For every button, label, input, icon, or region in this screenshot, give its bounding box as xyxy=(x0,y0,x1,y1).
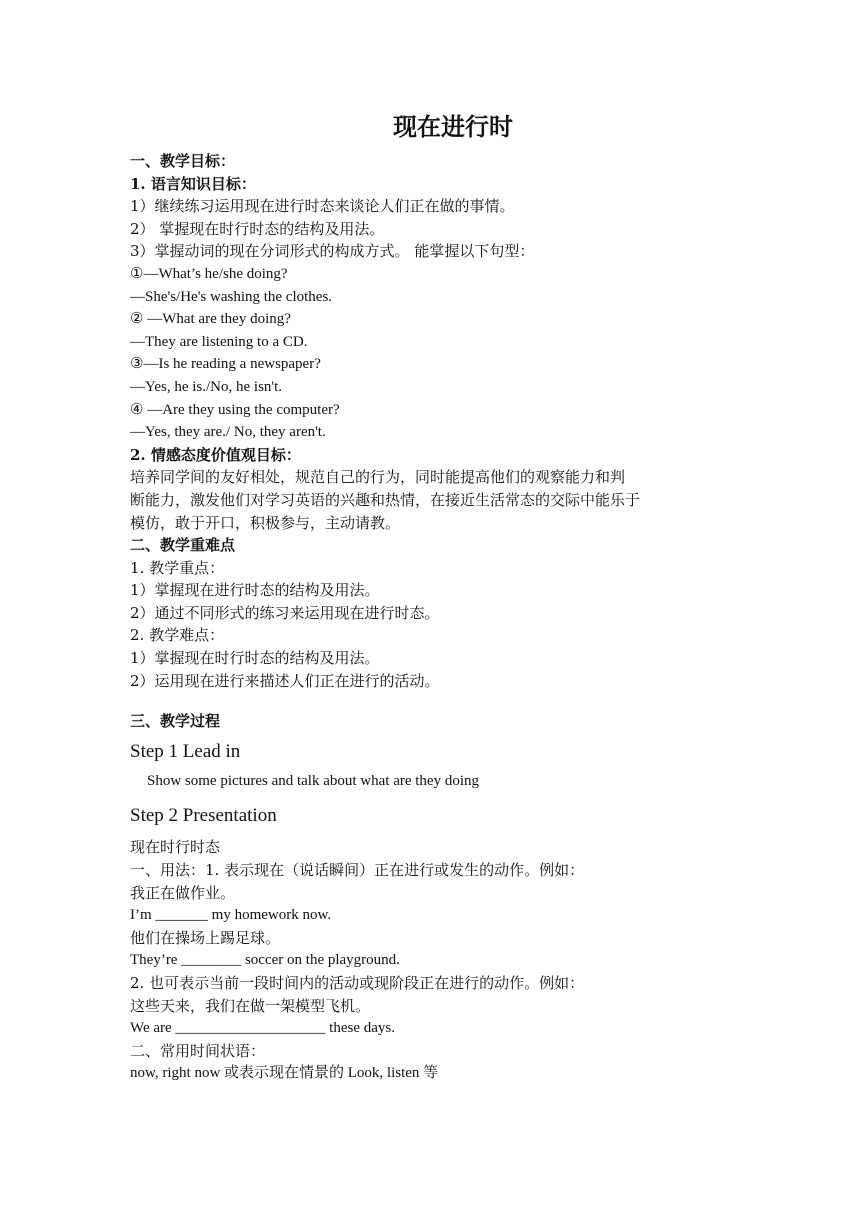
paragraph-line: 我正在做作业。 xyxy=(130,883,236,902)
pattern-line: ③—Is he reading a newspaper? xyxy=(130,356,321,373)
pattern-line: —They are listening to a CD. xyxy=(130,333,308,350)
pattern-line: ④ —Are they using the computer? xyxy=(130,401,340,418)
list-item: 1. 教学重点： xyxy=(130,558,225,577)
list-item: 1）掌握现在进行时态的结构及用法。 xyxy=(130,581,380,600)
subheading-attitude: 2. 情感态度价值观目标： xyxy=(130,445,301,464)
paragraph-line: 二、常用时间状语： xyxy=(130,1041,266,1060)
document-body xyxy=(130,150,750,1085)
page-title: 现在进行时 xyxy=(393,112,513,141)
paragraph-line: 现在时行时态 xyxy=(130,838,221,857)
list-item: 2. 教学难点： xyxy=(130,626,225,645)
pattern-line: —Yes, he is./No, he isn't. xyxy=(130,378,283,395)
pattern-line: ② —What are they doing? xyxy=(130,311,291,328)
list-item: 2） 掌握现在时行时态的结构及用法。 xyxy=(130,219,385,238)
section-heading-objectives: 一、教学目标： xyxy=(130,152,236,170)
list-item: 2）通过不同形式的练习来运用现在进行时态。 xyxy=(130,603,440,622)
pattern-line: —She's/He's washing the clothes. xyxy=(130,288,333,305)
section-heading-key-points: 二、教学重难点 xyxy=(130,536,236,555)
paragraph-line: now, right now 或表示现在情景的 Look, listen 等 xyxy=(130,1065,439,1082)
list-item: 1）掌握现在时行时态的结构及用法。 xyxy=(130,649,380,668)
example-sentence: They’re ________ soccer on the playground. xyxy=(130,952,400,969)
list-item: 3）掌握动词的现在分词形式的构成方式。 能掌握以下句型： xyxy=(130,242,535,261)
list-item: 2）运用现在进行来描述人们正在进行的活动。 xyxy=(130,671,440,690)
paragraph-line: 模仿，敢于开口，积极参与，主动请教。 xyxy=(130,513,401,532)
subheading-language-knowledge: 1. 语言知识目标： xyxy=(130,174,256,193)
pattern-line: —Yes, they are./ No, they aren't. xyxy=(130,424,326,441)
paragraph-line: 2. 也可表示当前一段时间内的活动或现阶段正在进行的动作。例如： xyxy=(130,974,585,992)
paragraph-line: 一、用法：1. 表示现在（说话瞬间）正在进行或发生的动作。例如： xyxy=(130,861,585,880)
example-sentence: We are ____________________ these days. xyxy=(130,1020,395,1037)
step-heading: Step 2 Presentation xyxy=(130,805,277,827)
example-sentence: I’m _______ my homework now. xyxy=(130,907,332,924)
step-heading: Step 1 Lead in xyxy=(130,740,241,762)
paragraph-line: 这些天来，我们在做一架模型飞机。 xyxy=(130,996,371,1015)
step-text: Show some pictures and talk about what are they doing xyxy=(147,772,480,789)
section-heading-process: 三、教学过程 xyxy=(130,712,221,731)
paragraph-line: 他们在操场上踢足球。 xyxy=(130,928,281,947)
paragraph-line: 断能力，激发他们对学习英语的兴趣和热情，在接近生活常态的交际中能乐于 xyxy=(130,490,641,509)
paragraph-line: 培养同学间的友好相处，规范自己的行为，同时能提高他们的观察能力和判 xyxy=(130,468,626,487)
pattern-line: ①—What’s he/she doing? xyxy=(130,265,288,282)
list-item: 1）继续练习运用现在进行时态来谈论人们正在做的事情。 xyxy=(130,197,515,216)
